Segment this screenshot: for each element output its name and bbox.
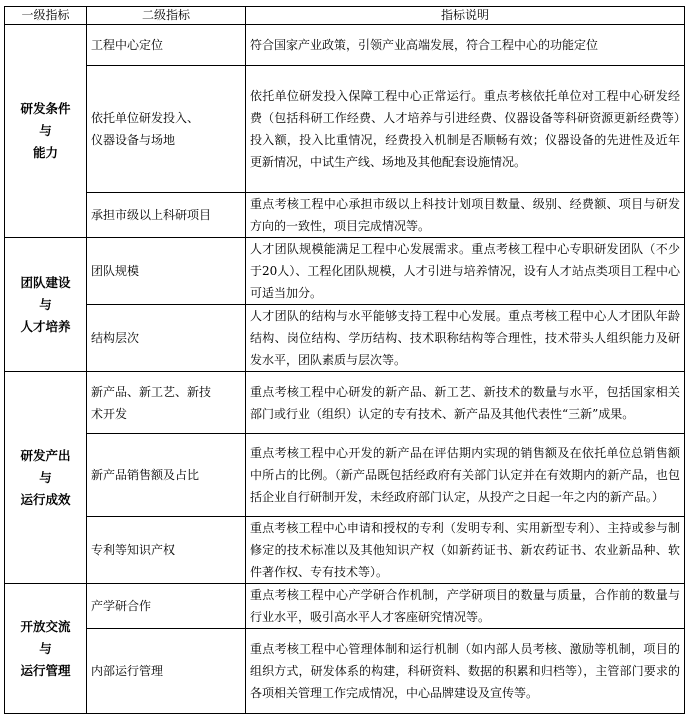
description-cell: 重点考核工程中心承担市级以上科技计划项目数量、级别、经费额、项目与研发方向的一致性，项目完成情况等。 xyxy=(246,193,685,238)
level1-text: 研发产出 xyxy=(20,447,71,463)
level2-text: 仪器设备与场地 xyxy=(91,133,176,147)
level2-text: 产学研合作 xyxy=(91,599,152,613)
level1-text: 与 xyxy=(39,123,52,138)
description-cell: 重点考核工程中心管理体制和运行机制（如内部人员考核、激励等机制，项目的组织方式，研发体系的构建，科研资料、数据的积累和归档等），主管部门要求的各项相关管理工作完成情况，中心品牌建设及宣传等。 xyxy=(246,629,685,714)
level2-cell xyxy=(87,238,246,305)
level1-text: 与 xyxy=(39,640,52,656)
level1-cell xyxy=(5,584,87,714)
table-row xyxy=(5,372,685,434)
description-cell: 人才团队的结构与水平能够支持工程中心发展。重点考核工程中心人才团队年龄结构、岗位结构、学历结构、技术职称结构等合理性，技术带头人组织能力及研发水平，团队素质与层次等。 xyxy=(246,305,685,372)
level2-cell xyxy=(87,25,246,66)
level1-text: 人才培养 xyxy=(20,318,71,334)
level1-cell xyxy=(5,25,87,238)
level2-text: 专利等知识产权 xyxy=(91,543,176,557)
description-cell: 符合国家产业政策，引领产业高端发展，符合工程中心的功能定位 xyxy=(246,25,685,66)
table-row xyxy=(5,25,685,66)
description-cell: 重点考核工程中心开发的新产品在评估期内实现的销售额及在依托单位总销售额中所占的比例。（新产品既包括经政府有关部门认定并在有效期内的新产品，也包括企业自行研制开发，未经政府部门认定，从投产之日起一年之内的新产品。） xyxy=(246,434,685,517)
level2-cell xyxy=(87,305,246,372)
level2-cell xyxy=(87,66,246,193)
level1-cell xyxy=(5,372,87,584)
level1-text: 与 xyxy=(39,296,52,312)
level1-text: 运行成效 xyxy=(20,491,71,507)
level1-text: 运行管理 xyxy=(20,662,71,678)
level2-text: 新产品销售额及占比 xyxy=(91,468,200,482)
level1-text: 研发条件 xyxy=(20,101,71,116)
header-level2: 二级指标 xyxy=(87,7,246,25)
level2-cell xyxy=(87,517,246,584)
header-row xyxy=(5,7,685,25)
level2-cell xyxy=(87,193,246,238)
level1-text: 开放交流 xyxy=(20,618,71,634)
description-cell: 重点考核工程中心产学研合作机制，产学研项目的数量与质量，合作前的数量与行业水平，吸引高水平人才客座研究情况等。 xyxy=(246,584,685,629)
level2-cell xyxy=(87,434,246,517)
level1-cell xyxy=(5,238,87,372)
table-row xyxy=(5,434,685,517)
level1-text: 与 xyxy=(39,469,52,485)
table-row xyxy=(5,66,685,193)
level2-cell xyxy=(87,584,246,629)
level2-text: 新产品、新工艺、新技 xyxy=(91,384,212,399)
level2-text: 工程中心定位 xyxy=(91,38,164,52)
table-row xyxy=(5,517,685,584)
level2-text: 结构层次 xyxy=(91,331,140,345)
table-row xyxy=(5,305,685,372)
description-cell: 人才团队规模能满足工程中心发展需求。重点考核工程中心专职研发团队（不少于20人）、工程化团队规模，人才引进与培养情况，设有人才站点类项目工程中心可适当加分。 xyxy=(246,238,685,305)
level2-text: 术开发 xyxy=(91,406,128,421)
header-level1: 一级指标 xyxy=(5,7,87,25)
description-cell: 依托单位研发投入保障工程中心正常运行。重点考核依托单位对工程中心研发经费（包括科研工作经费、人才培养与引进经费、仪器设备等科研资源更新经费等）投入额，投入比重情况，经费投入机制是否顺畅有效；仪器设备的先进性及近年更新情况，中试生产线、场地及其他配套设施情况。 xyxy=(246,66,685,193)
level2-cell xyxy=(87,372,246,434)
table-row xyxy=(5,584,685,629)
level2-text: 依托单位研发投入、 xyxy=(91,111,200,125)
indicator-table xyxy=(4,6,685,714)
table-row xyxy=(5,238,685,305)
level2-text: 内部运行管理 xyxy=(91,664,164,678)
description-cell: 重点考核工程中心研发的新产品、新工艺、新技术的数量与水平，包括国家相关部门或行业（组织）认定的专有技术、新产品及其他代表性“三新”成果。 xyxy=(246,372,685,434)
header-description: 指标说明 xyxy=(246,7,685,25)
level2-cell xyxy=(87,629,246,714)
table-row xyxy=(5,193,685,238)
description-cell: 重点考核工程中心申请和授权的专利（发明专利、实用新型专利）、主持或参与制修定的技术标准以及其他知识产权（如新药证书、新农药证书、农业新品种、软件著作权、专有技术等）。 xyxy=(246,517,685,584)
level2-text: 承担市级以上科研项目 xyxy=(91,208,212,222)
level1-text: 团队建设 xyxy=(20,274,71,290)
table-row xyxy=(5,629,685,714)
level1-text: 能力 xyxy=(32,145,58,160)
level2-text: 团队规模 xyxy=(91,264,140,278)
